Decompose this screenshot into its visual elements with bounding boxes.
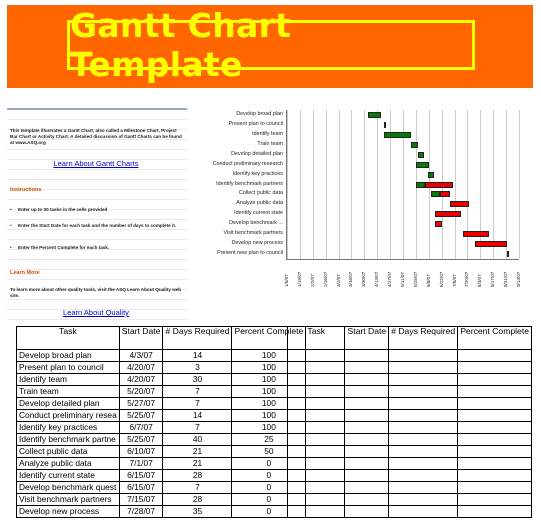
empty-cell[interactable] xyxy=(345,398,389,410)
days-cell[interactable]: 21 xyxy=(163,446,232,458)
table-row xyxy=(288,386,532,398)
empty-cell[interactable] xyxy=(288,494,345,506)
table-row xyxy=(17,506,306,518)
table-row xyxy=(288,458,532,470)
table-row xyxy=(17,386,306,398)
empty-cell[interactable] xyxy=(458,386,532,398)
task-cell[interactable]: Conduct preliminary resea xyxy=(17,410,120,422)
empty-cell[interactable] xyxy=(389,482,458,494)
title-banner xyxy=(7,5,533,88)
days-cell[interactable]: 28 xyxy=(163,494,232,506)
empty-cell[interactable] xyxy=(345,422,389,434)
instruction-step: • Enter the Percent Complete for each task. xyxy=(10,245,182,251)
pct-cell[interactable]: 100 xyxy=(232,398,306,410)
empty-cell[interactable] xyxy=(389,398,458,410)
grid-line xyxy=(351,110,352,259)
task-cell[interactable]: Develop broad plan xyxy=(17,350,120,362)
x-tick-label: 2/16/07 xyxy=(322,271,328,287)
table-row xyxy=(17,458,306,470)
empty-cell[interactable] xyxy=(345,506,389,518)
grid-line xyxy=(326,110,327,259)
empty-cell[interactable] xyxy=(345,494,389,506)
empty-cell[interactable] xyxy=(288,506,345,518)
empty-cell[interactable] xyxy=(458,362,532,374)
days-cell[interactable]: 14 xyxy=(163,410,232,422)
instructions-heading: Instructions xyxy=(10,187,42,193)
empty-cell[interactable] xyxy=(288,434,345,446)
completed-bar xyxy=(418,152,424,158)
empty-cell[interactable] xyxy=(345,434,389,446)
col-pct: Percent Complete xyxy=(232,327,306,350)
empty-cell[interactable] xyxy=(288,410,345,422)
empty-cell[interactable] xyxy=(458,482,532,494)
table-row xyxy=(17,374,306,386)
start-cell[interactable]: 5/25/07 xyxy=(119,434,163,446)
grid-line xyxy=(313,110,314,259)
table-row xyxy=(17,482,306,494)
x-tick-label: 1/5/07 xyxy=(284,274,289,287)
col-days-2: # Days Required xyxy=(389,327,458,350)
empty-cell[interactable] xyxy=(288,422,345,434)
x-tick-label: 3/30/07 xyxy=(361,271,367,287)
completed-bar xyxy=(384,132,412,138)
empty-cell[interactable] xyxy=(389,350,458,362)
empty-cell[interactable] xyxy=(389,458,458,470)
col-start: Start Date xyxy=(119,327,163,350)
col-start-2: Start Date xyxy=(345,327,389,350)
gantt-link[interactable]: Learn About Gantt Charts xyxy=(53,159,139,168)
start-cell[interactable]: 6/7/07 xyxy=(119,422,163,434)
table-row xyxy=(288,482,532,494)
task-cell[interactable]: Present plan to council xyxy=(17,362,120,374)
table-row xyxy=(288,506,532,518)
days-cell[interactable]: 21 xyxy=(163,458,232,470)
completed-bar xyxy=(416,182,425,188)
grid-line xyxy=(300,110,301,259)
days-cell[interactable]: 7 xyxy=(163,482,232,494)
task-table-2 xyxy=(287,326,532,518)
task-cell[interactable]: Develop benchmark quest xyxy=(17,482,120,494)
table-row xyxy=(288,470,532,482)
days-cell[interactable]: 14 xyxy=(163,350,232,362)
pct-cell[interactable]: 0 xyxy=(232,458,306,470)
days-cell[interactable]: 35 xyxy=(163,506,232,518)
task-label: Present new plan to council xyxy=(217,250,283,257)
start-cell[interactable]: 5/25/07 xyxy=(119,410,163,422)
pct-cell[interactable]: 100 xyxy=(232,386,306,398)
task-label: Develop detailed plan xyxy=(231,150,283,157)
task-label: Visit benchmark partners xyxy=(223,230,283,237)
start-cell[interactable]: 6/10/07 xyxy=(119,446,163,458)
empty-cell[interactable] xyxy=(288,398,345,410)
start-cell[interactable]: 4/20/07 xyxy=(119,374,163,386)
task-label: Present plan to council xyxy=(228,120,283,127)
x-tick-label: 5/25/07 xyxy=(412,271,418,287)
table-row xyxy=(17,398,306,410)
empty-cell[interactable] xyxy=(458,434,532,446)
empty-cell[interactable] xyxy=(389,506,458,518)
completed-bar xyxy=(368,112,381,118)
grid-line xyxy=(519,110,520,259)
task-label: Identify key practices xyxy=(232,170,283,177)
x-tick-label: 8/17/07 xyxy=(490,271,496,287)
empty-cell[interactable] xyxy=(458,470,532,482)
table-row xyxy=(288,410,532,422)
quality-link[interactable]: Learn About Quality xyxy=(63,308,129,317)
plot-area xyxy=(286,110,519,260)
empty-cell[interactable] xyxy=(288,350,345,362)
table-row xyxy=(288,434,532,446)
days-cell[interactable]: 28 xyxy=(163,470,232,482)
task-cell[interactable]: Identify team xyxy=(17,374,120,386)
empty-cell[interactable] xyxy=(288,386,345,398)
pct-cell[interactable]: 50 xyxy=(232,446,306,458)
task-table xyxy=(16,326,306,518)
empty-cell[interactable] xyxy=(389,470,458,482)
page-title: Gantt Chart Template xyxy=(70,6,292,84)
remaining-bar xyxy=(507,251,509,257)
empty-cell[interactable] xyxy=(389,446,458,458)
days-cell[interactable]: 7 xyxy=(163,422,232,434)
completed-bar xyxy=(384,122,387,128)
table-row xyxy=(17,410,306,422)
pct-cell[interactable]: 100 xyxy=(232,422,306,434)
task-cell[interactable]: Develop detailed plan xyxy=(17,398,120,410)
pct-cell[interactable]: 100 xyxy=(232,374,306,386)
completed-bar xyxy=(416,162,429,168)
grid-line xyxy=(493,110,494,259)
grid-line xyxy=(455,110,456,259)
days-cell[interactable]: 3 xyxy=(163,362,232,374)
completed-bar xyxy=(411,142,417,148)
empty-cell[interactable] xyxy=(345,362,389,374)
pct-cell[interactable]: 25 xyxy=(232,434,306,446)
empty-cell[interactable] xyxy=(389,434,458,446)
empty-cell[interactable] xyxy=(458,374,532,386)
pct-cell[interactable]: 0 xyxy=(232,482,306,494)
grid-line xyxy=(377,110,378,259)
x-tick-label: 3/16/07 xyxy=(348,271,354,287)
remaining-bar xyxy=(425,182,453,188)
table-row xyxy=(288,374,532,386)
empty-cell[interactable] xyxy=(345,482,389,494)
remaining-bar xyxy=(435,221,441,227)
task-cell[interactable]: Visit benchmark partners xyxy=(17,494,120,506)
empty-cell[interactable] xyxy=(389,386,458,398)
start-cell[interactable]: 4/3/07 xyxy=(119,350,163,362)
table-row xyxy=(17,362,306,374)
pct-cell[interactable]: 0 xyxy=(232,470,306,482)
empty-cell[interactable] xyxy=(389,410,458,422)
instruction-step: • Enter up to 30 tasks in the cells provided xyxy=(10,207,182,213)
start-cell[interactable]: 5/20/07 xyxy=(119,386,163,398)
start-cell[interactable]: 7/15/07 xyxy=(119,494,163,506)
col-days: # Days Required xyxy=(163,327,232,350)
empty-cell[interactable] xyxy=(288,458,345,470)
x-tick-label: 8/3/07 xyxy=(477,274,483,287)
task-label: Identify benchmark partners xyxy=(216,180,283,187)
table-row xyxy=(17,446,306,458)
table-row xyxy=(17,422,306,434)
days-cell[interactable]: 40 xyxy=(163,434,232,446)
x-tick-label: 9/14/07 xyxy=(516,271,521,287)
start-cell[interactable]: 6/15/07 xyxy=(119,470,163,482)
x-tick-label: 3/2/07 xyxy=(335,274,341,287)
empty-cell[interactable] xyxy=(389,362,458,374)
empty-cell[interactable] xyxy=(389,422,458,434)
task-label: Train team xyxy=(257,140,283,147)
table-row xyxy=(288,398,532,410)
pct-cell[interactable]: 0 xyxy=(232,506,306,518)
table-row xyxy=(288,446,532,458)
empty-cell[interactable] xyxy=(458,506,532,518)
task-label: Identify team xyxy=(252,130,283,137)
empty-cell[interactable] xyxy=(345,410,389,422)
empty-cell[interactable] xyxy=(345,374,389,386)
remaining-bar xyxy=(463,231,489,237)
pct-cell[interactable]: 100 xyxy=(232,350,306,362)
remaining-bar xyxy=(475,241,507,247)
empty-cell[interactable] xyxy=(458,398,532,410)
x-tick-label: 7/20/07 xyxy=(464,271,470,287)
table-row xyxy=(17,494,306,506)
completed-bar xyxy=(428,172,434,178)
empty-cell[interactable] xyxy=(288,374,345,386)
x-tick-label: 1/19/07 xyxy=(296,271,302,287)
empty-cell[interactable] xyxy=(345,386,389,398)
task-label: Conduct preliminary research xyxy=(212,160,283,167)
empty-cell[interactable] xyxy=(288,470,345,482)
remaining-bar xyxy=(435,211,461,217)
empty-cell[interactable] xyxy=(345,446,389,458)
empty-cell[interactable] xyxy=(458,458,532,470)
x-tick-label: 8/31/07 xyxy=(503,271,509,287)
task-cell[interactable]: Identify benchmark partne xyxy=(17,434,120,446)
x-tick-label: 7/6/07 xyxy=(451,274,457,287)
task-cell[interactable]: Analyze public data xyxy=(17,458,120,470)
task-cell[interactable]: Train team xyxy=(17,386,120,398)
grid-line xyxy=(339,110,340,259)
empty-cell[interactable] xyxy=(288,446,345,458)
start-cell[interactable]: 6/15/07 xyxy=(119,482,163,494)
pct-cell[interactable]: 100 xyxy=(232,410,306,422)
gantt-chart xyxy=(190,108,533,319)
empty-cell[interactable] xyxy=(345,350,389,362)
table-row xyxy=(288,350,532,362)
pct-cell[interactable]: 100 xyxy=(232,362,306,374)
intro-text: This template illustrates a Gantt Chart, also called a Milestone Chart, Project Bar Chart or Activity Chart. A detailed discussion of Gantt Charts can be found at www.ASQ.org xyxy=(10,128,182,145)
empty-cell[interactable] xyxy=(288,482,345,494)
x-tick-label: 6/8/07 xyxy=(425,274,431,287)
task-cell[interactable]: Identify current state xyxy=(17,470,120,482)
task-cell[interactable]: Develop new process xyxy=(17,506,120,518)
grid-line xyxy=(506,110,507,259)
empty-cell[interactable] xyxy=(345,470,389,482)
table-row xyxy=(17,434,306,446)
completed-bar xyxy=(431,191,441,197)
x-tick-label: 2/2/07 xyxy=(309,274,315,287)
task-label: Analyze public data xyxy=(236,200,283,207)
table-row xyxy=(288,422,532,434)
start-cell[interactable]: 7/1/07 xyxy=(119,458,163,470)
remaining-bar xyxy=(450,201,469,207)
grid-line xyxy=(287,110,288,259)
task-label: Collect public data xyxy=(238,190,283,197)
start-cell[interactable]: 4/20/07 xyxy=(119,362,163,374)
table-row xyxy=(17,470,306,482)
days-cell[interactable]: 7 xyxy=(163,386,232,398)
x-tick-label: 6/22/07 xyxy=(438,271,444,287)
col-task: Task xyxy=(17,327,120,350)
empty-cell[interactable] xyxy=(389,374,458,386)
empty-cell[interactable] xyxy=(458,410,532,422)
col-pct-2: Percent Complete xyxy=(458,327,532,350)
task-cell[interactable]: Collect public data xyxy=(17,446,120,458)
task-label: Identify current state xyxy=(234,210,283,217)
empty-cell[interactable] xyxy=(458,350,532,362)
empty-cell[interactable] xyxy=(458,446,532,458)
x-tick-label: 4/27/07 xyxy=(387,271,393,287)
empty-cell[interactable] xyxy=(458,494,532,506)
pct-cell[interactable]: 0 xyxy=(232,494,306,506)
empty-cell[interactable] xyxy=(458,422,532,434)
learn-heading: Learn More xyxy=(10,270,40,276)
table-row xyxy=(17,350,306,362)
table-row xyxy=(288,494,532,506)
x-tick-label: 5/11/07 xyxy=(400,272,405,287)
task-cell[interactable]: Identify key practices xyxy=(17,422,120,434)
days-cell[interactable]: 7 xyxy=(163,398,232,410)
instruction-step: • Enter the Start Date for each task and the number of days to complete it. xyxy=(10,223,182,229)
task-label: Develop new process xyxy=(231,240,283,247)
x-tick-label: 4/13/07 xyxy=(374,271,380,287)
table-row xyxy=(288,362,532,374)
separator xyxy=(7,88,533,108)
info-panel xyxy=(7,108,187,321)
grid-line xyxy=(364,110,365,259)
task-label: Develop broad plan xyxy=(236,110,283,117)
remaining-bar xyxy=(440,191,450,197)
days-cell[interactable]: 30 xyxy=(163,374,232,386)
empty-cell[interactable] xyxy=(288,362,345,374)
task-label: Develop benchmark ... xyxy=(229,220,283,227)
col-task-2: Task xyxy=(288,327,345,350)
title-box xyxy=(67,6,475,84)
start-cell[interactable]: 5/27/07 xyxy=(119,398,163,410)
empty-cell[interactable] xyxy=(389,494,458,506)
start-cell[interactable]: 7/28/07 xyxy=(119,506,163,518)
learn-text: To learn more about other quality tools, visit the ASQ Learn About Quality web site. xyxy=(10,287,182,298)
empty-cell[interactable] xyxy=(345,458,389,470)
